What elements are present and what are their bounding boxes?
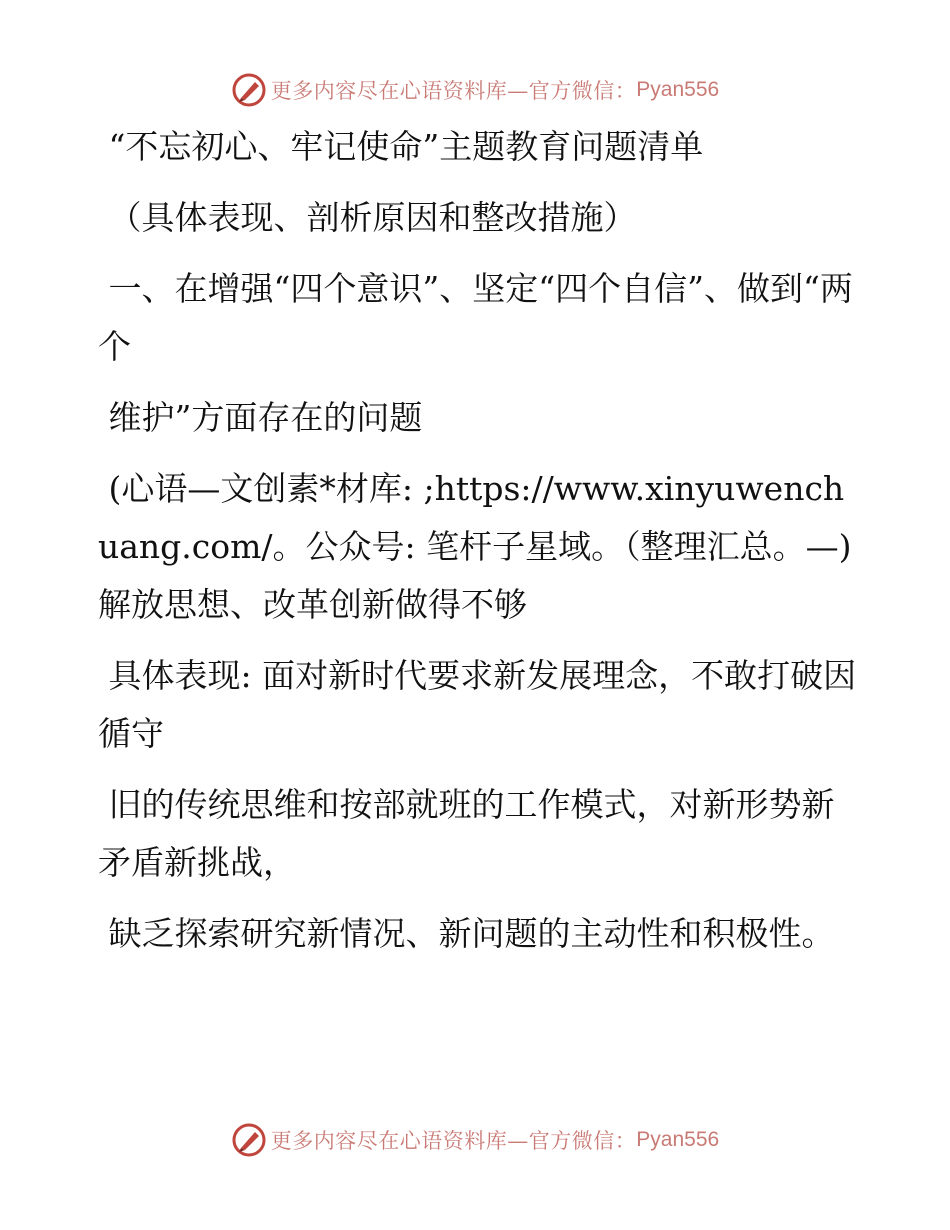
watermark-text: 更多内容尽在心语资料库—官方微信： [270, 1129, 637, 1153]
document-subtitle: （具体表现、剖析原因和整改措施） [98, 198, 637, 237]
source-paragraph: (心语—文创素*材库: ;https://www.xinyuwenchuang.com/。公众号: 笔杆子星域。（整理汇总。—)解放思想、改革创新做得不够 [98, 469, 852, 624]
watermark-text: 更多内容尽在心语资料库—官方微信： [270, 79, 637, 103]
watermark-wechat-id: Pyan556 [636, 1128, 720, 1151]
pen-logo-icon [231, 1122, 267, 1158]
document-body [98, 118, 858, 976]
body-paragraph: 旧的传统思维和按部就班的工作模式，对新形势新矛盾新挑战， [98, 785, 835, 882]
watermark-wechat-id: Pyan556 [636, 78, 720, 101]
document-title: “不忘初心、牢记使命”主题教育问题清单 [98, 127, 704, 166]
body-paragraph: 缺乏探索研究新情况、新问题的主动性和积极性。 [98, 914, 835, 953]
header-watermark [0, 65, 950, 115]
footer-watermark [0, 1115, 950, 1165]
section-heading: 一、在增强“四个意识”、坚定“四个自信”、做到“两个 [98, 269, 853, 366]
pen-logo-icon [231, 72, 267, 108]
body-paragraph: 具体表现: 面对新时代要求新发展理念，不敢打破因循守 [98, 656, 857, 753]
section-heading-cont: 维护”方面存在的问题 [98, 398, 423, 437]
